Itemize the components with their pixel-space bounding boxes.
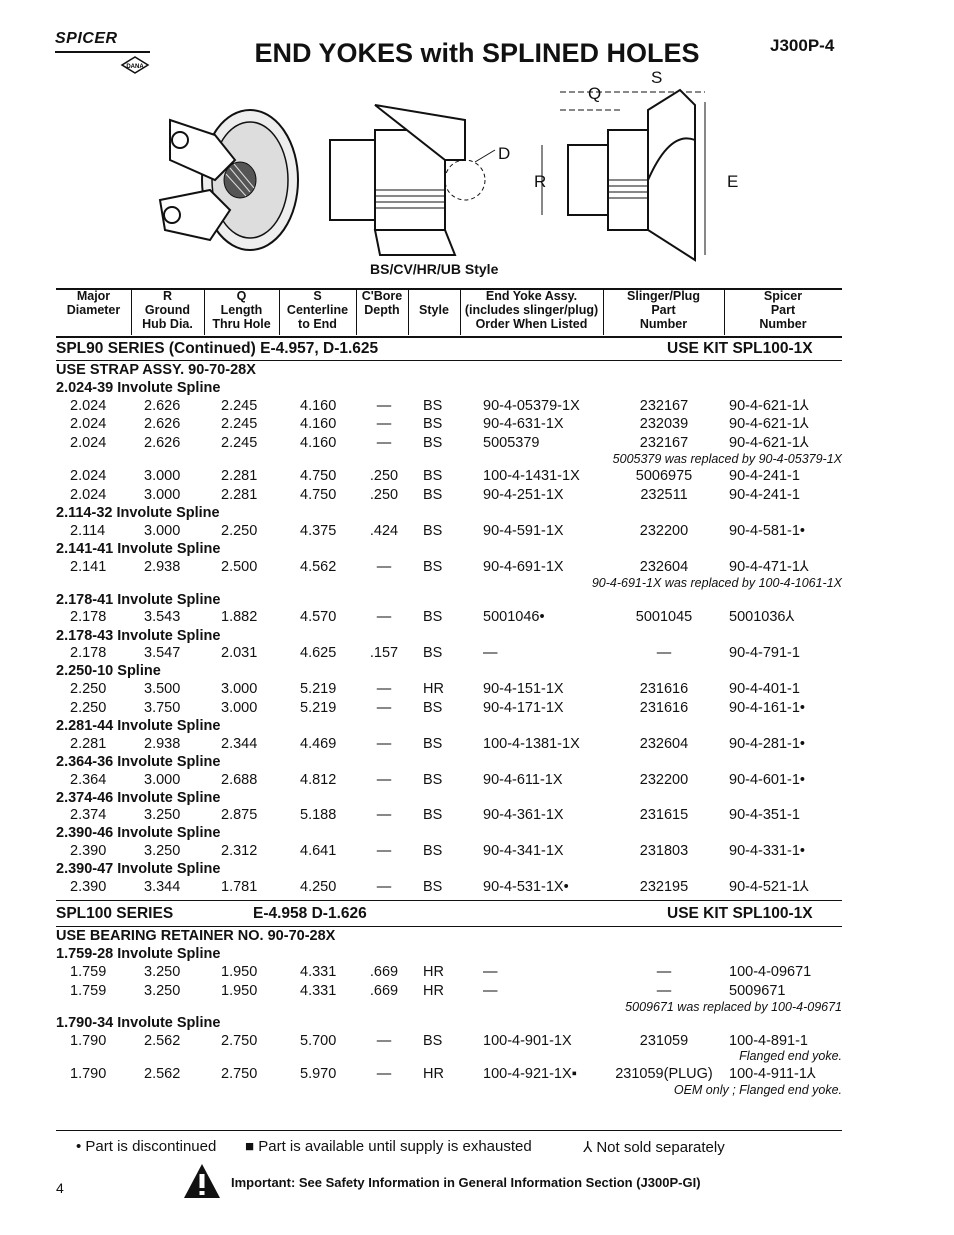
section-title-spl90: SPL90 SERIES (Continued) E-4.957, D-1.625 bbox=[56, 340, 379, 357]
page-number: 4 bbox=[56, 1180, 64, 1196]
page-title: END YOKES with SPLINED HOLES bbox=[254, 38, 700, 68]
table-row: 2.141 2.938 2.500 4.562 — BS 90-4-691-1X 232604 90-4-471-1⅄ bbox=[70, 559, 809, 575]
column-header-centerline: S Centerline to End bbox=[286, 289, 349, 331]
yoke-perspective-illustration bbox=[150, 100, 310, 260]
spline-heading: 2.250-10 Spline bbox=[56, 663, 161, 679]
table-row: 2.250 3.500 3.000 5.219 — HR 90-4-151-1X 231616 90-4-401-1 bbox=[70, 681, 800, 697]
table-header-rule bbox=[56, 336, 842, 338]
replacement-note: 5009671 was replaced by 100-4-09671 bbox=[625, 1000, 842, 1014]
spline-heading: 2.141-41 Involute Spline bbox=[56, 541, 221, 557]
safety-notice: Important: See Safety Information in General Information Section (J300P-GI) bbox=[231, 1175, 701, 1190]
spline-heading: 1.790-34 Involute Spline bbox=[56, 1015, 221, 1031]
row-note: Flanged end yoke. bbox=[739, 1049, 842, 1063]
column-header-slinger-plug: Slinger/Plug Part Number bbox=[627, 289, 700, 331]
table-row: 2.178 3.543 1.882 4.570 — BS 5001046• 5001045 5001036⅄ bbox=[70, 609, 795, 625]
column-header-spicer-part: Spicer Part Number bbox=[759, 289, 807, 331]
section-kit-spl100: USE KIT SPL100-1X bbox=[667, 905, 813, 922]
spline-heading: 2.390-46 Involute Spline bbox=[56, 825, 221, 841]
legend-supply-exhausted: ■ Part is available until supply is exhausted bbox=[245, 1138, 532, 1155]
spline-heading: 2.178-41 Involute Spline bbox=[56, 592, 221, 608]
dimension-label-q: Q bbox=[588, 84, 602, 103]
column-header-style: Style bbox=[419, 303, 449, 317]
row-note: OEM only ; Flanged end yoke. bbox=[673, 1083, 842, 1097]
replacement-note: 90-4-691-1X was replaced by 100-4-1061-1X bbox=[591, 576, 842, 590]
yoke-section-illustration bbox=[530, 70, 750, 270]
spline-heading: 2.374-46 Involute Spline bbox=[56, 790, 221, 806]
section-kit-spl90: USE KIT SPL100-1X bbox=[667, 340, 813, 357]
legend-rule bbox=[56, 1130, 842, 1131]
spline-heading: 2.281-44 Involute Spline bbox=[56, 718, 221, 734]
table-row: 2.178 3.547 2.031 4.625 .157 BS — — 90-4-791-1 bbox=[70, 645, 800, 661]
dimension-label-e: E bbox=[727, 172, 739, 191]
column-header-cbore: C'Bore Depth bbox=[361, 289, 403, 317]
table-row: 2.024 3.000 2.281 4.750 .250 BS 100-4-1431-1X 5006975 90-4-241-1 bbox=[70, 468, 800, 484]
warning-icon bbox=[182, 1162, 222, 1200]
table-row: 2.281 2.938 2.344 4.469 — BS 100-4-1381-1X 232604 90-4-281-1• bbox=[70, 736, 806, 752]
dimension-label-s: S bbox=[651, 68, 663, 87]
replacement-note: 5005379 was replaced by 90-4-05379-1X bbox=[612, 452, 842, 466]
spline-heading: 2.364-36 Involute Spline bbox=[56, 754, 221, 770]
table-row: 2.024 2.626 2.245 4.160 — BS 90-4-05379-1X 232167 90-4-621-1⅄ bbox=[70, 398, 809, 414]
section-title-spl100: SPL100 SERIES bbox=[56, 905, 174, 922]
spline-heading: 1.759-28 Involute Spline bbox=[56, 946, 221, 962]
table-row: 2.024 2.626 2.245 4.160 — BS 5005379 232167 90-4-621-1⅄ bbox=[70, 435, 809, 451]
document-id: J300P-4 bbox=[770, 36, 835, 55]
table-row: 2.374 3.250 2.875 5.188 — BS 90-4-361-1X 231615 90-4-351-1 bbox=[70, 807, 800, 823]
table-row: 2.364 3.000 2.688 4.812 — BS 90-4-611-1X 232200 90-4-601-1• bbox=[70, 772, 806, 788]
section-rule bbox=[56, 360, 842, 361]
legend-discontinued: • Part is discontinued bbox=[76, 1138, 217, 1155]
table-row: 2.024 3.000 2.281 4.750 .250 BS 90-4-251-1X 232511 90-4-241-1 bbox=[70, 487, 800, 503]
spline-heading: 2.390-47 Involute Spline bbox=[56, 861, 221, 877]
section-subtitle-retainer: USE BEARING RETAINER NO. 90-70-28X bbox=[56, 928, 336, 944]
yoke-side-illustration bbox=[325, 100, 500, 260]
column-header-ground-hub: R Ground Hub Dia. bbox=[142, 289, 193, 331]
table-row: 2.390 3.344 1.781 4.250 — BS 90-4-531-1X• 232195 90-4-521-1⅄ bbox=[70, 879, 809, 895]
table-row: 1.790 2.562 2.750 5.700 — BS 100-4-901-1X 231059 100-4-891-1 bbox=[70, 1033, 808, 1049]
dimension-label-d: D bbox=[498, 144, 511, 163]
spline-heading: 2.114-32 Involute Spline bbox=[56, 505, 220, 521]
table-row: 2.114 3.000 2.250 4.375 .424 BS 90-4-591-1X 232200 90-4-581-1• bbox=[70, 523, 806, 539]
spline-heading: 2.024-39 Involute Spline bbox=[56, 380, 221, 396]
table-row: 1.759 3.250 1.950 4.331 .669 HR — — 5009671 bbox=[70, 983, 786, 999]
section-rule bbox=[56, 900, 842, 901]
section-rule bbox=[56, 926, 842, 927]
column-header-major-diameter: Major Diameter bbox=[66, 289, 121, 317]
section-code-spl100: E-4.958 D-1.626 bbox=[253, 905, 367, 922]
section-subtitle-strap: USE STRAP ASSY. 90-70-28X bbox=[56, 362, 256, 378]
spicer-logo: SPICER bbox=[55, 30, 118, 47]
dimension-label-r: R bbox=[534, 172, 547, 191]
dana-logo-text: DANA bbox=[126, 64, 144, 70]
spline-heading: 2.178-43 Involute Spline bbox=[56, 628, 221, 644]
table-row: 1.759 3.250 1.950 4.331 .669 HR — — 100-4-09671 bbox=[70, 964, 812, 980]
table-row: 1.790 2.562 2.750 5.970 — HR 100-4-921-1X▪ 231059(PLUG) 100-4-911-1⅄ bbox=[70, 1066, 816, 1082]
table-row: 2.250 3.750 3.000 5.219 — BS 90-4-171-1X 231616 90-4-161-1• bbox=[70, 700, 806, 716]
table-row: 2.024 2.626 2.245 4.160 — BS 90-4-631-1X 232039 90-4-621-1⅄ bbox=[70, 416, 809, 432]
column-header-length: Q Length Thru Hole bbox=[212, 289, 271, 331]
figure-caption: BS/CV/HR/UB Style bbox=[370, 261, 499, 277]
legend-not-sold-separately: ⅄ Not sold separately bbox=[583, 1139, 725, 1156]
column-header-end-yoke-assy: End Yoke Assy. (includes slinger/plug) Order When Listed bbox=[464, 289, 599, 331]
table-row: 2.390 3.250 2.312 4.641 — BS 90-4-341-1X 231803 90-4-331-1• bbox=[70, 843, 806, 859]
